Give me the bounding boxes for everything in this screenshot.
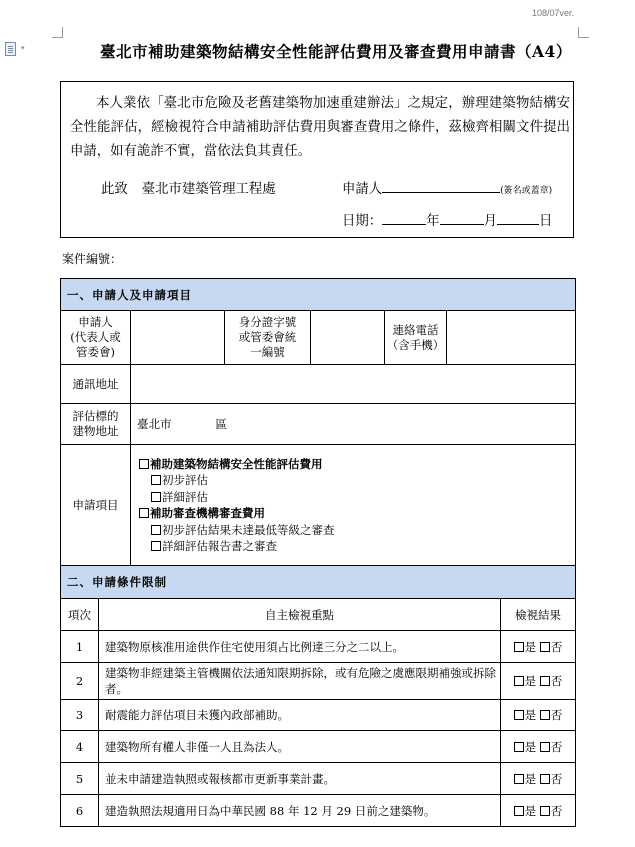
row-number: 2 bbox=[61, 663, 99, 700]
day-field[interactable] bbox=[497, 211, 539, 225]
section2-title: 二、申請條件限制 bbox=[61, 566, 576, 599]
application-form-table bbox=[60, 278, 576, 827]
date-label: 日期： bbox=[342, 214, 383, 229]
building-city: 臺北市 bbox=[137, 417, 172, 431]
to-prefix: 此致 bbox=[101, 182, 128, 197]
column-header-no: 項次 bbox=[61, 599, 99, 631]
checkbox[interactable] bbox=[151, 475, 161, 485]
building-district: 區 bbox=[215, 417, 227, 431]
addressee-line bbox=[101, 178, 276, 197]
yes-checkbox[interactable] bbox=[514, 710, 524, 720]
criterion-text: 建築物原核准用途供作住宅使用須占比例達三分之二以上。 bbox=[99, 631, 501, 663]
table-row bbox=[61, 700, 576, 731]
id-number-field[interactable] bbox=[311, 311, 385, 365]
no-checkbox[interactable] bbox=[540, 676, 550, 686]
review-preliminary-option[interactable]: 初步評估結果未達最低等級之審查 bbox=[139, 522, 575, 539]
section1-title: 一、申請人及申請項目 bbox=[61, 279, 576, 311]
checkbox[interactable] bbox=[151, 541, 161, 551]
yes-checkbox[interactable] bbox=[514, 642, 524, 652]
id-number-label: 身分證字號 或管委會統 一編號 bbox=[225, 311, 311, 365]
case-number-label: 案件編號： bbox=[62, 252, 123, 266]
date-line bbox=[342, 210, 552, 229]
signature-note: (簽名或蓋章) bbox=[500, 186, 553, 196]
no-checkbox[interactable] bbox=[540, 710, 550, 720]
month-field[interactable] bbox=[440, 211, 484, 225]
row-number: 3 bbox=[61, 700, 99, 731]
checkbox[interactable] bbox=[151, 525, 161, 535]
result-cell: 是 否 bbox=[501, 663, 576, 700]
applicant-signature-field[interactable] bbox=[382, 179, 500, 193]
column-header-result: 檢視結果 bbox=[501, 599, 576, 631]
year-label: 年 bbox=[426, 214, 440, 229]
applicant-label-cell: 申請人 (代表人或 管委會) bbox=[61, 311, 131, 365]
detailed-eval-option[interactable]: 詳細評估 bbox=[139, 489, 575, 506]
no-checkbox[interactable] bbox=[540, 774, 550, 784]
to-agency: 臺北市建築管理工程處 bbox=[141, 182, 276, 197]
checkbox[interactable] bbox=[139, 508, 149, 518]
criterion-text: 建築物所有權人非僅一人且為法人。 bbox=[99, 731, 501, 763]
result-cell: 是 否 bbox=[501, 795, 576, 827]
phone-field[interactable] bbox=[447, 311, 576, 365]
table-row bbox=[61, 795, 576, 827]
table-row bbox=[61, 763, 576, 795]
row-number: 4 bbox=[61, 731, 99, 763]
no-checkbox[interactable] bbox=[540, 742, 550, 752]
phone-label: 連絡電話 （含手機） bbox=[385, 311, 447, 365]
yes-checkbox[interactable] bbox=[514, 676, 524, 686]
dropdown-arrow-icon[interactable]: ▾ bbox=[21, 44, 25, 52]
criterion-text: 耐震能力評估項目未獲內政部補助。 bbox=[99, 700, 501, 731]
column-header-item: 自主檢視重點 bbox=[99, 599, 501, 631]
yes-checkbox[interactable] bbox=[514, 742, 524, 752]
table-row bbox=[61, 731, 576, 763]
no-checkbox[interactable] bbox=[540, 806, 550, 816]
year-field[interactable] bbox=[382, 211, 426, 225]
day-label: 日 bbox=[538, 214, 553, 229]
page-title: 臺北市補助建築物結構安全性能評估費用及審查費用申請書（A4） bbox=[100, 42, 572, 61]
building-address-label: 評估標的 建物地址 bbox=[61, 404, 131, 445]
applicant-name-field[interactable] bbox=[131, 311, 225, 365]
application-items-cell bbox=[131, 445, 576, 566]
month-label: 月 bbox=[483, 214, 497, 229]
crop-mark-top-left bbox=[52, 27, 63, 38]
result-cell: 是 否 bbox=[501, 631, 576, 663]
crop-mark-top-right bbox=[578, 27, 589, 38]
result-cell: 是 否 bbox=[501, 763, 576, 795]
review-fee-option[interactable]: 補助審查機構審查費用 bbox=[139, 505, 575, 522]
version-label: 108/07ver. bbox=[532, 8, 575, 18]
mailing-address-field[interactable] bbox=[131, 365, 576, 404]
mailing-address-label: 通訊地址 bbox=[61, 365, 131, 404]
criterion-text: 並未申請建造執照或報核都市更新事業計畫。 bbox=[99, 763, 501, 795]
application-items-label: 申請項目 bbox=[61, 445, 131, 566]
applicant-label: 申請人 bbox=[342, 182, 383, 197]
result-cell: 是 否 bbox=[501, 731, 576, 763]
row-number: 5 bbox=[61, 763, 99, 795]
declaration-box bbox=[60, 81, 574, 238]
yes-checkbox[interactable] bbox=[514, 774, 524, 784]
result-cell: 是 否 bbox=[501, 700, 576, 731]
no-checkbox[interactable] bbox=[540, 642, 550, 652]
checkbox[interactable] bbox=[151, 492, 161, 502]
review-detailed-option[interactable]: 詳細評估報告書之審查 bbox=[139, 538, 575, 555]
document-icon[interactable] bbox=[5, 42, 16, 56]
applicant-signature-line bbox=[342, 178, 552, 197]
declaration-text: 本人業依「臺北市危險及老舊建築物加速重建辦法」之規定，辦理建築物結構安全性能評估，經檢視符合申請補助評估費用與審查費用之條件，茲檢齊相關文件提出申請，如有詭詐不實，當依法負其責任。 bbox=[70, 96, 570, 159]
criterion-text: 建築物非經建築主管機關依法通知限期拆除，或有危險之虞應限期補強或拆除者。 bbox=[99, 663, 501, 700]
row-number: 1 bbox=[61, 631, 99, 663]
yes-checkbox[interactable] bbox=[514, 806, 524, 816]
table-row bbox=[61, 631, 576, 663]
criterion-text: 建造執照法規適用日為中華民國 88 年 12 月 29 日前之建築物。 bbox=[99, 795, 501, 827]
preliminary-eval-option[interactable]: 初步評估 bbox=[139, 472, 575, 489]
building-address-field[interactable] bbox=[131, 404, 576, 445]
table-row bbox=[61, 663, 576, 700]
checkbox[interactable] bbox=[139, 459, 149, 469]
row-number: 6 bbox=[61, 795, 99, 827]
eval-fee-option[interactable]: 補助建築物結構安全性能評估費用 bbox=[139, 456, 575, 473]
